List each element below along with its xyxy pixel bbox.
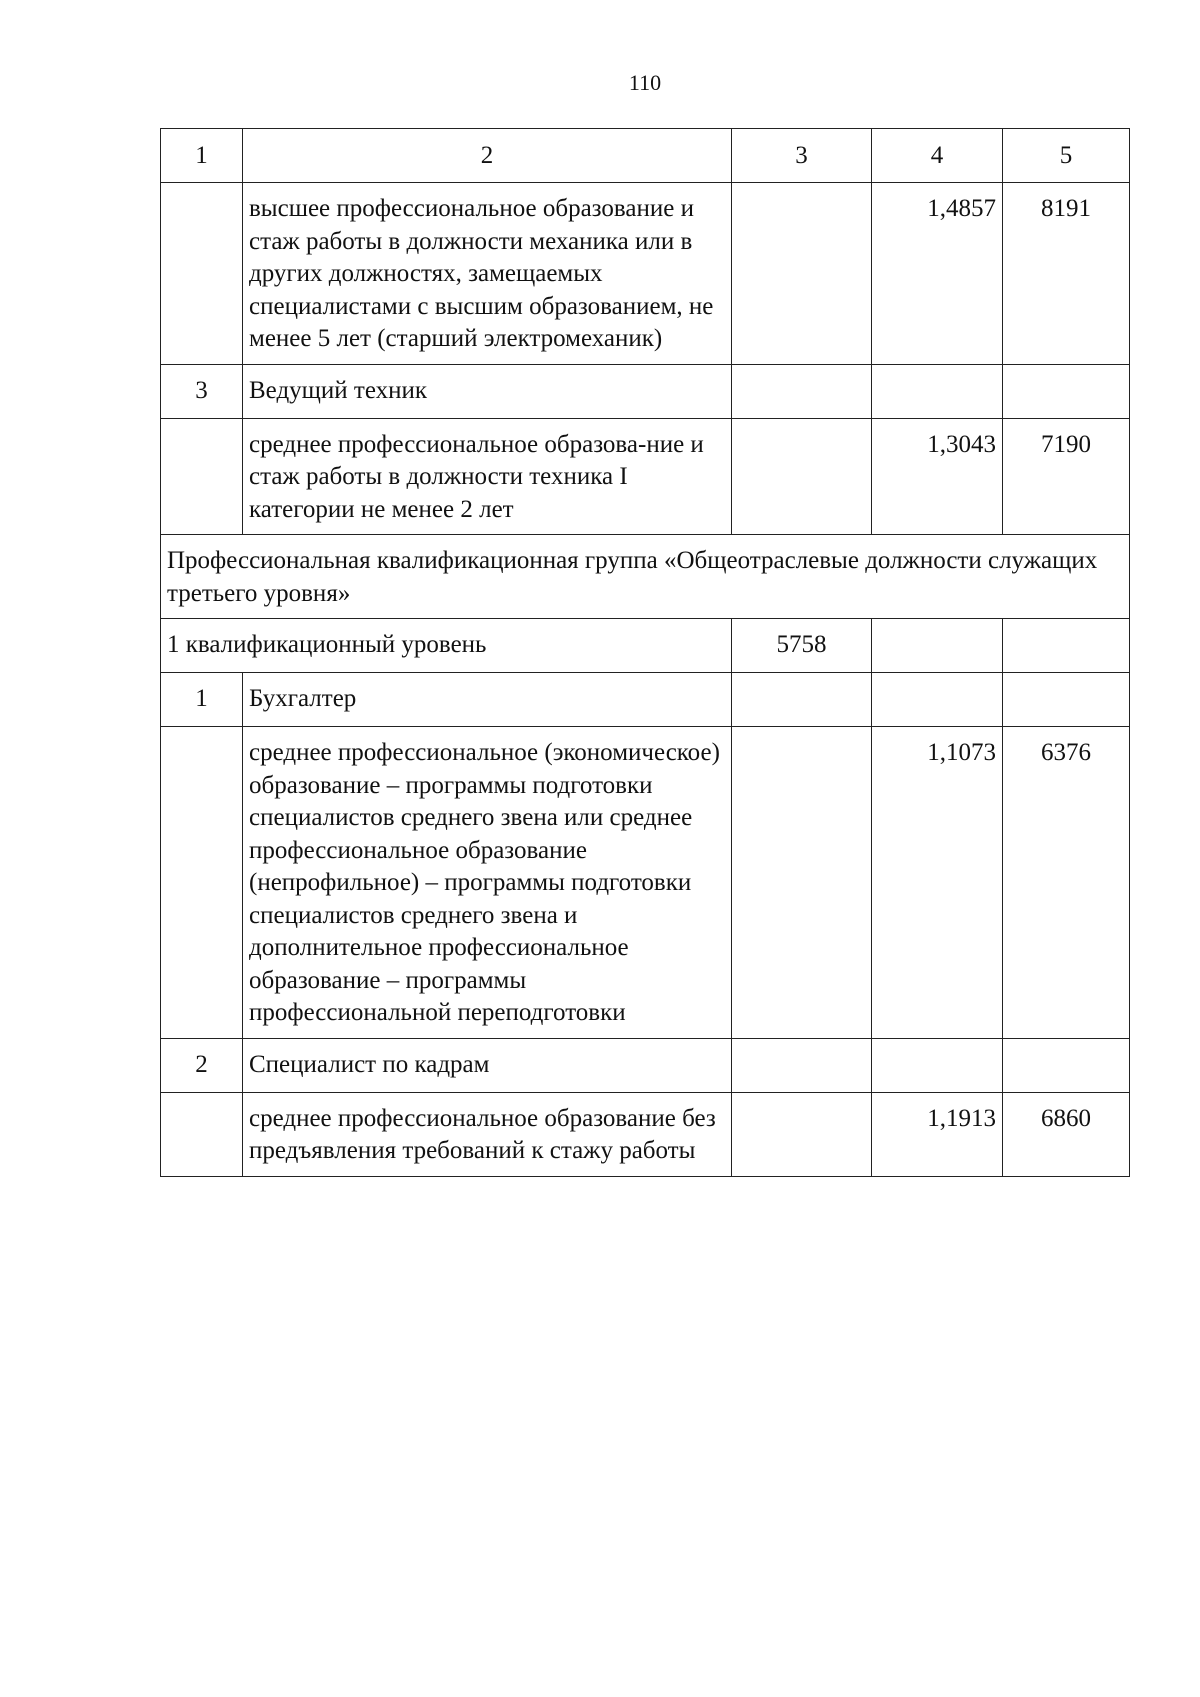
table-row bbox=[161, 1038, 1130, 1092]
requirement-text: высшее профессиональное образование и стаж работы в должности механика или в других должностях, замещаемых специалистами с высшим образованием, не менее 5 лет (старший электромеханик) bbox=[243, 183, 732, 365]
row-number bbox=[161, 183, 243, 365]
base-salary bbox=[732, 1038, 872, 1092]
row-number bbox=[161, 1092, 243, 1176]
requirement-text: среднее профессиональное образование без предъявления требований к стажу работы bbox=[243, 1092, 732, 1176]
coefficient bbox=[872, 619, 1003, 673]
coefficient bbox=[872, 364, 1003, 418]
level-row bbox=[161, 619, 1130, 673]
table-row bbox=[161, 673, 1130, 727]
row-number: 2 bbox=[161, 1038, 243, 1092]
coefficient bbox=[872, 673, 1003, 727]
salary: 7190 bbox=[1003, 418, 1130, 535]
salary: 8191 bbox=[1003, 183, 1130, 365]
header-cell-1: 1 bbox=[161, 129, 243, 183]
group-title: Профессиональная квалификационная группа «Общеотраслевые должности служащих третьего уровня» bbox=[161, 535, 1130, 619]
position-title: Бухгалтер bbox=[243, 673, 732, 727]
base-salary bbox=[732, 727, 872, 1039]
base-salary: 5758 bbox=[732, 619, 872, 673]
row-number bbox=[161, 418, 243, 535]
salary bbox=[1003, 619, 1130, 673]
level-title: 1 квалификационный уровень bbox=[161, 619, 732, 673]
header-cell-3: 3 bbox=[732, 129, 872, 183]
row-number: 3 bbox=[161, 364, 243, 418]
coefficient: 1,4857 bbox=[872, 183, 1003, 365]
page-number: 110 bbox=[628, 70, 662, 95]
table-row bbox=[161, 1092, 1130, 1176]
coefficient: 1,1073 bbox=[872, 727, 1003, 1039]
row-number bbox=[161, 727, 243, 1039]
table-row bbox=[161, 418, 1130, 535]
group-row bbox=[161, 535, 1130, 619]
base-salary bbox=[732, 364, 872, 418]
header-cell-2: 2 bbox=[243, 129, 732, 183]
table-row bbox=[161, 183, 1130, 365]
requirement-text: среднее профессиональное образова-ние и стаж работы в должности техника I категории не менее 2 лет bbox=[243, 418, 732, 535]
position-title: Ведущий техник bbox=[243, 364, 732, 418]
coefficient: 1,3043 bbox=[872, 418, 1003, 535]
table-row bbox=[161, 364, 1130, 418]
base-salary bbox=[732, 183, 872, 365]
salary bbox=[1003, 364, 1130, 418]
row-number: 1 bbox=[161, 673, 243, 727]
position-title: Специалист по кадрам bbox=[243, 1038, 732, 1092]
coefficient bbox=[872, 1038, 1003, 1092]
header-cell-4: 4 bbox=[872, 129, 1003, 183]
base-salary bbox=[732, 1092, 872, 1176]
base-salary bbox=[732, 673, 872, 727]
salary bbox=[1003, 1038, 1130, 1092]
salary: 6376 bbox=[1003, 727, 1130, 1039]
coefficient: 1,1913 bbox=[872, 1092, 1003, 1176]
header-cell-5: 5 bbox=[1003, 129, 1130, 183]
salary: 6860 bbox=[1003, 1092, 1130, 1176]
table-row bbox=[161, 727, 1130, 1039]
qualification-table bbox=[160, 128, 1130, 1177]
salary bbox=[1003, 673, 1130, 727]
base-salary bbox=[732, 418, 872, 535]
requirement-text: среднее профессиональное (экономическое) образование – программы подготовки специалистов среднего звена или среднее профессиональное образование (непрофильное) – программы подготовки специалистов среднего звена и дополнительное профессиональное образование – программы профессиональной переподготовки bbox=[243, 727, 732, 1039]
table-header-row bbox=[161, 129, 1130, 183]
